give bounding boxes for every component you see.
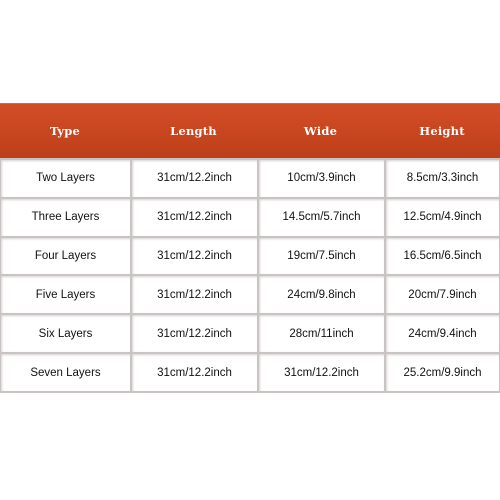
cell-wide: 14.5cm/5.7inch <box>257 197 384 236</box>
cell-height: 25.2cm/9.9inch <box>384 352 500 393</box>
size-table <box>0 103 500 393</box>
table-row <box>0 236 500 275</box>
cell-height: 24cm/9.4inch <box>384 313 500 352</box>
cell-type: Five Layers <box>0 274 130 313</box>
header-length: Length <box>170 123 217 138</box>
cell-type: Two Layers <box>0 158 130 197</box>
cell-wide: 31cm/12.2inch <box>257 352 384 393</box>
cell-height: 8.5cm/3.3inch <box>384 158 500 197</box>
cell-length: 31cm/12.2inch <box>130 352 257 393</box>
cell-length: 31cm/12.2inch <box>130 313 257 352</box>
table-row <box>0 158 500 197</box>
cell-length: 31cm/12.2inch <box>130 197 257 236</box>
cell-wide: 19cm/7.5inch <box>257 236 384 275</box>
table-header-row <box>0 103 500 158</box>
header-height: Height <box>419 123 465 138</box>
table-row <box>0 274 500 313</box>
cell-length: 31cm/12.2inch <box>130 274 257 313</box>
cell-wide: 24cm/9.8inch <box>257 274 384 313</box>
table-row <box>0 313 500 352</box>
cell-height: 20cm/7.9inch <box>384 274 500 313</box>
header-type: Type <box>49 123 81 138</box>
cell-type: Four Layers <box>0 236 130 275</box>
cell-height: 16.5cm/6.5inch <box>384 236 500 275</box>
table-row <box>0 197 500 236</box>
table-row <box>0 352 500 393</box>
cell-type: Three Layers <box>0 197 130 236</box>
cell-wide: 10cm/3.9inch <box>257 158 384 197</box>
cell-length: 31cm/12.2inch <box>130 236 257 275</box>
cell-length: 31cm/12.2inch <box>130 158 257 197</box>
cell-type: Six Layers <box>0 313 130 352</box>
header-wide: Wide <box>303 123 338 138</box>
cell-wide: 28cm/11inch <box>257 313 384 352</box>
cell-type: Seven Layers <box>0 352 130 393</box>
cell-height: 12.5cm/4.9inch <box>384 197 500 236</box>
